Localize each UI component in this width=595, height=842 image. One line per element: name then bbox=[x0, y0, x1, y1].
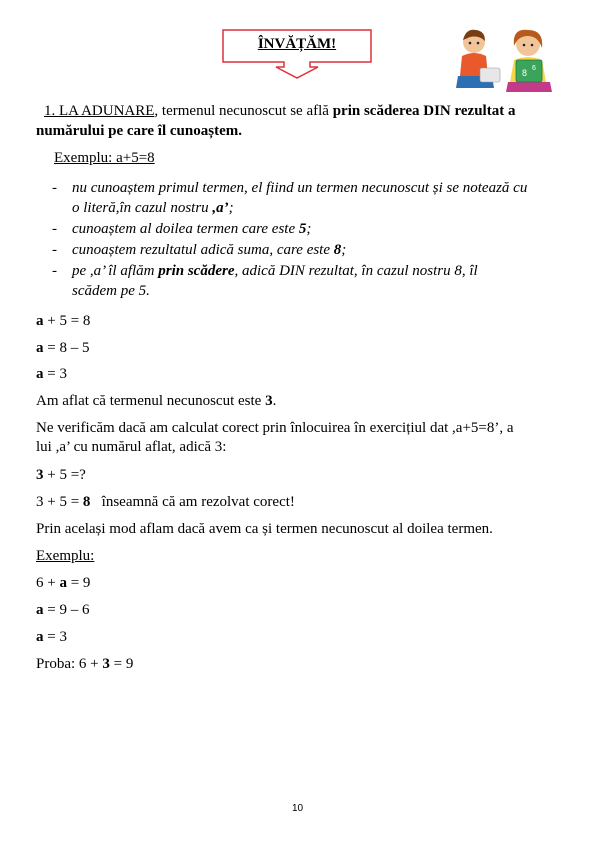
verify-text-line-2: lui ,a’ cu numărul aflat, adică 3: bbox=[36, 439, 227, 455]
equation2-step-1: 6 + a = 9 bbox=[36, 575, 91, 591]
bullet-1-line-1: nu cunoaștem primul termen, el fiind un termen necunoscut și se notează cu bbox=[72, 180, 528, 196]
equation-step-3: a = 3 bbox=[36, 366, 67, 382]
page-number: 10 bbox=[291, 803, 304, 814]
bullet-marker: - bbox=[52, 221, 57, 237]
conclusion-text: Am aflat că termenul necunoscut este 3. bbox=[36, 393, 277, 409]
same-way-text: Prin același mod aflam dacă avem ca și termen necunoscut al doilea termen. bbox=[36, 521, 493, 537]
bullet-marker: - bbox=[52, 263, 57, 279]
bullet-4-line-1: pe ,a’ îl aflăm prin scădere, adică DIN rezultat, în cazul nostru 8, îl bbox=[72, 263, 478, 279]
svg-text:6: 6 bbox=[532, 65, 536, 72]
title-callout bbox=[222, 29, 372, 77]
equation-step-1: a + 5 = 8 bbox=[36, 313, 91, 329]
bullet-3: cunoaștem rezultatul adică suma, care este 8; bbox=[72, 242, 347, 258]
check-question: 3 + 5 =? bbox=[36, 467, 86, 483]
girl-icon bbox=[506, 30, 552, 92]
example-1-label: Exemplu: a+5=8 bbox=[54, 150, 155, 166]
check-answer: 3 + 5 = 8 înseamnă că am rezolvat corect! bbox=[36, 494, 295, 510]
children-reading-illustration bbox=[452, 28, 562, 96]
proof-line: Proba: 6 + 3 = 9 bbox=[36, 656, 134, 672]
svg-text:8: 8 bbox=[522, 68, 528, 78]
bullet-marker: - bbox=[52, 180, 57, 196]
page-title: ÎNVĂȚĂM! bbox=[257, 36, 337, 52]
example-2-label: Exemplu: bbox=[36, 548, 95, 564]
section-intro-line-1: 1. LA ADUNARE, termenul necunoscut se află prin scăderea DIN rezultat a bbox=[44, 103, 516, 119]
bullet-2: cunoaștem al doilea termen care este 5; bbox=[72, 221, 312, 237]
equation2-step-2: a = 9 – 6 bbox=[36, 602, 90, 618]
bullet-1-line-2: o literă,în cazul nostru ,a’; bbox=[72, 200, 234, 216]
boy-icon bbox=[456, 30, 500, 88]
section-label: 1. LA ADUNARE bbox=[44, 103, 155, 119]
bullet-marker: - bbox=[52, 242, 57, 258]
equation2-step-3: a = 3 bbox=[36, 629, 67, 645]
section-intro-line-2: numărului pe care îl cunoaștem. bbox=[36, 123, 242, 139]
equation-step-2: a = 8 – 5 bbox=[36, 340, 90, 356]
bullet-4-line-2: scădem pe 5. bbox=[72, 283, 150, 299]
verify-text-line-1: Ne verificăm dacă am calculat corect prin înlocuirea în exercițiul dat ,a+5=8’, a bbox=[36, 420, 514, 436]
